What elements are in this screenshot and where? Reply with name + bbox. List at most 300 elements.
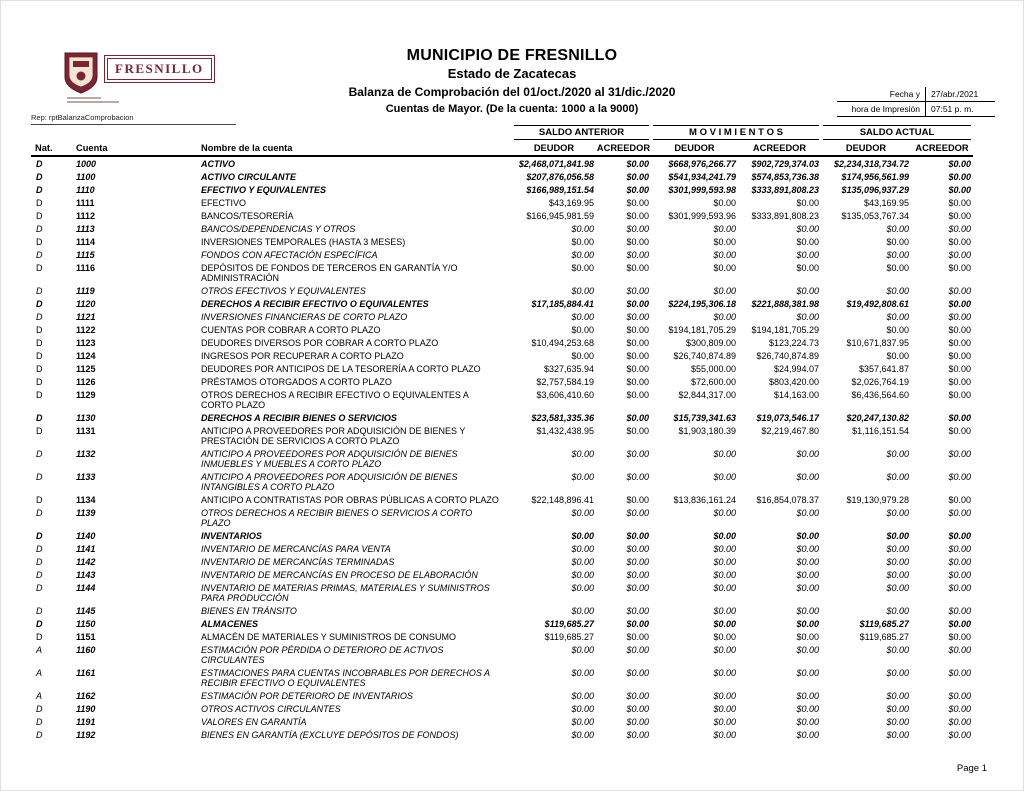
account-row — [31, 630, 973, 643]
amount-cell: $0.00 — [886, 569, 910, 580]
amount-cell: $0.00 — [796, 703, 820, 714]
amount-cell: $0.00 — [626, 324, 649, 335]
amount-cell: $0.00 — [571, 236, 594, 247]
amount-cell: $0.00 — [948, 631, 972, 642]
amount-cell: $0.00 — [626, 569, 649, 580]
amount-cell: $224,195,306.18 — [668, 298, 736, 309]
amount-cell: $0.00 — [626, 376, 649, 387]
cuenta-cell: 1125 — [76, 363, 96, 374]
cuenta-cell: 1124 — [76, 350, 96, 361]
cuenta-cell: 1121 — [76, 311, 96, 322]
cuenta-cell: 1191 — [76, 716, 96, 727]
amount-cell: $0.00 — [948, 471, 972, 482]
nombre-cell: INVENTARIO DE MERCANCÍAS EN PROCESO DE ELABORACIÓN — [201, 569, 478, 580]
amount-cell: $0.00 — [713, 644, 736, 655]
nat-cell: A — [36, 690, 43, 701]
amount-cell: $0.00 — [948, 556, 972, 567]
amount-cell: $327,635.94 — [543, 363, 594, 374]
amount-cell: $72,600.00 — [690, 376, 736, 387]
cuenta-cell: 1151 — [76, 631, 96, 642]
print-date-label: Fecha y — [837, 87, 925, 102]
fresnillo-logo-text: FRESNILLO — [107, 58, 212, 80]
amount-cell: $24,994.07 — [773, 363, 820, 374]
amount-cell: $0.00 — [886, 716, 910, 727]
amount-cell: $0.00 — [571, 729, 594, 740]
account-row — [31, 424, 973, 447]
amount-cell: $2,026,764.19 — [851, 376, 910, 387]
amount-cell: $0.00 — [948, 569, 972, 580]
nat-cell: D — [36, 350, 43, 361]
nombre-cell: BIENES EN TRÁNSITO — [201, 605, 297, 616]
amount-cell: $0.00 — [948, 605, 972, 616]
cuenta-cell: 1120 — [76, 298, 96, 309]
amount-cell: $119,685.27 — [859, 618, 910, 629]
nat-cell: D — [36, 363, 43, 374]
amount-cell: $0.00 — [886, 507, 910, 518]
amount-cell: $1,903,180.39 — [678, 425, 736, 436]
amount-cell: $0.00 — [626, 530, 649, 541]
nombre-cell: INVERSIONES FINANCIERAS DE CORTO PLAZO — [201, 311, 408, 322]
amount-cell: $0.00 — [571, 285, 594, 296]
amount-cell: $0.00 — [886, 324, 910, 335]
amount-cell: $0.00 — [796, 471, 820, 482]
nombre-cell: BANCOS/TESORERÍA — [201, 210, 294, 221]
nat-cell: D — [36, 376, 43, 387]
amount-cell: $0.00 — [571, 690, 594, 701]
amount-cell: $0.00 — [626, 729, 649, 740]
nombre-cell: VALORES EN GARANTÍA — [201, 716, 307, 727]
nombre-cell: ESTIMACIÓN POR PÉRDIDA O DETERIORO DE ACTIVOS CIRCULANTES — [201, 644, 444, 665]
amount-cell: $0.00 — [886, 236, 910, 247]
amount-cell: $0.00 — [948, 262, 972, 273]
account-row — [31, 362, 973, 375]
nat-cell: D — [36, 389, 43, 400]
amount-cell: $0.00 — [626, 158, 649, 169]
amount-cell: $0.00 — [948, 389, 972, 400]
account-row — [31, 388, 973, 411]
amount-cell: $0.00 — [948, 494, 972, 505]
nombre-cell: OTROS DERECHOS A RECIBIR BIENES O SERVICIOS A CORTO PLAZO — [201, 507, 473, 528]
amount-cell: $0.00 — [713, 716, 736, 727]
nat-cell: D — [36, 184, 43, 195]
nat-cell: D — [36, 285, 43, 296]
nat-cell: D — [36, 298, 43, 309]
cuenta-cell: 1000 — [76, 158, 97, 169]
amount-cell: $0.00 — [948, 716, 972, 727]
col-header-cuenta: Cuenta — [63, 140, 201, 156]
nat-cell: D — [36, 507, 43, 518]
nombre-cell: BANCOS/DEPENDENCIAS Y OTROS — [201, 223, 356, 234]
nat-cell: D — [36, 530, 43, 541]
amount-cell: $0.00 — [571, 262, 594, 273]
cuenta-cell: 1145 — [76, 605, 96, 616]
nombre-cell: DEUDORES POR ANTICIPOS DE LA TESORERÍA A CORTO PLAZO — [201, 363, 481, 374]
amount-cell: $43,169.95 — [548, 197, 594, 208]
nombre-cell: PRÉSTAMOS OTORGADOS A CORTO PLAZO — [201, 376, 392, 387]
balance-table — [31, 125, 973, 741]
amount-cell: $0.00 — [571, 667, 594, 678]
cuenta-cell: 1134 — [76, 494, 96, 505]
amount-cell: $0.00 — [886, 223, 910, 234]
amount-cell: $0.00 — [886, 690, 910, 701]
amount-cell: $0.00 — [886, 471, 910, 482]
nombre-cell: DERECHOS A RECIBIR BIENES O SERVICIOS — [201, 412, 397, 423]
amount-cell: $0.00 — [571, 644, 594, 655]
nat-cell: D — [36, 448, 43, 459]
nat-cell: D — [36, 569, 43, 580]
amount-cell: $0.00 — [713, 667, 736, 678]
amount-cell: $300,809.00 — [685, 337, 736, 348]
nat-cell: A — [36, 644, 43, 655]
cuenta-cell: 1150 — [76, 618, 96, 629]
amount-cell: $0.00 — [571, 223, 594, 234]
amount-cell: $166,989,151.54 — [526, 184, 594, 195]
amount-cell: $0.00 — [948, 703, 972, 714]
nombre-cell: BIENES EN GARANTÍA (EXCLUYE DEPÓSITOS DE FONDOS) — [201, 729, 459, 740]
account-row — [31, 297, 973, 310]
amount-cell: $166,945,981.59 — [526, 210, 594, 221]
amount-cell: $16,854,078.37 — [756, 494, 820, 505]
amount-cell: $0.00 — [626, 716, 649, 727]
amount-cell: $0.00 — [886, 262, 910, 273]
col-header-mov-deudor: DEUDOR — [651, 140, 738, 156]
amount-cell: $0.00 — [626, 197, 649, 208]
amount-cell: $0.00 — [796, 582, 820, 593]
amount-cell: $123,224.73 — [768, 337, 820, 348]
cuenta-cell: 1100 — [76, 171, 96, 182]
amount-cell: $301,999,593.98 — [668, 184, 736, 195]
account-row — [31, 284, 973, 297]
amount-cell: $0.00 — [948, 667, 972, 678]
amount-cell: $0.00 — [626, 223, 649, 234]
amount-cell: $668,976,266.77 — [668, 158, 736, 169]
account-row — [31, 728, 973, 741]
amount-cell: $0.00 — [948, 644, 972, 655]
nat-cell: D — [36, 249, 43, 260]
amount-cell: $0.00 — [796, 236, 820, 247]
account-row — [31, 506, 973, 529]
amount-cell: $0.00 — [571, 582, 594, 593]
amount-cell: $0.00 — [886, 530, 910, 541]
amount-cell: $0.00 — [713, 569, 736, 580]
amount-cell: $0.00 — [948, 448, 972, 459]
amount-cell: $0.00 — [713, 543, 736, 554]
amount-cell: $10,494,253.68 — [531, 337, 594, 348]
cuenta-cell: 1131 — [76, 425, 96, 436]
account-row — [31, 196, 973, 209]
amount-cell: $0.00 — [626, 690, 649, 701]
state-subtitle: Estado de Zacatecas — [447, 66, 577, 81]
col-header-nat: Nat. — [31, 140, 63, 156]
amount-cell: $0.00 — [713, 582, 736, 593]
amount-cell: $2,757,584.19 — [536, 376, 594, 387]
amount-cell: $20,247,130.82 — [846, 412, 910, 423]
amount-cell: $135,053,767.34 — [841, 210, 910, 221]
nombre-cell: ANTICIPO A PROVEEDORES POR ADQUISICIÓN DE BIENES INTANGIBLES A CORTO PLAZO — [201, 471, 458, 492]
amount-cell: $0.00 — [886, 350, 910, 361]
amount-cell: $43,169.95 — [863, 197, 910, 208]
fresnillo-crest-icon — [63, 51, 99, 95]
cuenta-cell: 1111 — [76, 197, 95, 208]
amount-cell: $0.00 — [796, 605, 820, 616]
amount-cell: $0.00 — [626, 412, 649, 423]
nat-cell: D — [36, 729, 43, 740]
amount-cell: $0.00 — [626, 249, 649, 260]
report-id: Rep: rptBalanzaComprobacion — [31, 113, 236, 125]
amount-cell: $1,116,151.54 — [852, 425, 910, 436]
nat-cell: D — [36, 425, 43, 436]
account-row — [31, 581, 973, 604]
account-row — [31, 222, 973, 235]
amount-cell: $10,671,837.95 — [846, 337, 910, 348]
amount-cell: $0.00 — [626, 631, 649, 642]
nat-cell: A — [36, 667, 43, 678]
nombre-cell: ESTIMACIONES PARA CUENTAS INCOBRABLES POR DERECHOS A RECIBIR EFECTIVO O EQUIVALENTES — [201, 667, 490, 688]
cuenta-cell: 1192 — [76, 729, 96, 740]
col-header-act-deudor: DEUDOR — [821, 140, 911, 156]
amount-cell: $0.00 — [796, 530, 820, 541]
logo-caption-decoration — [67, 95, 119, 103]
account-row — [31, 604, 973, 617]
amount-cell: $0.00 — [713, 262, 736, 273]
cuenta-cell: 1115 — [76, 249, 95, 260]
amount-cell: $0.00 — [948, 197, 972, 208]
amount-cell: $0.00 — [626, 494, 649, 505]
col-header-mov-acreedor: ACREEDOR — [738, 140, 821, 156]
amount-cell: $0.00 — [796, 556, 820, 567]
nombre-cell: INVENTARIO DE MERCANCÍAS PARA VENTA — [201, 543, 391, 554]
amount-cell: $0.00 — [626, 210, 649, 221]
amount-cell: $135,096,937.29 — [841, 184, 910, 195]
account-row — [31, 248, 973, 261]
amount-cell: $221,888,381.98 — [751, 298, 820, 309]
amount-cell: $0.00 — [796, 311, 820, 322]
nombre-cell: ALMACENES — [201, 618, 259, 629]
amount-cell: $0.00 — [713, 197, 736, 208]
amount-cell: $2,468,071,841.98 — [518, 158, 594, 169]
amount-cell: $0.00 — [571, 350, 594, 361]
nombre-cell: ALMACÉN DE MATERIALES Y SUMINISTROS DE CONSUMO — [201, 631, 457, 642]
page-number: Page 1 — [956, 763, 987, 774]
amount-cell: $0.00 — [796, 285, 820, 296]
amount-cell: $0.00 — [886, 703, 910, 714]
amount-cell: $333,891,808.23 — [751, 184, 820, 195]
report-subtitle: Cuentas de Mayor. (De la cuenta: 1000 a la 9000) — [385, 103, 639, 115]
print-date-value: 27/abr./2021 — [925, 87, 995, 102]
amount-cell: $55,000.00 — [690, 363, 736, 374]
amount-cell: $0.00 — [713, 249, 736, 260]
amount-cell: $0.00 — [571, 311, 594, 322]
amount-cell: $0.00 — [626, 667, 649, 678]
amount-cell: $119,685.27 — [544, 631, 594, 642]
account-row — [31, 310, 973, 323]
nombre-cell: DEPÓSITOS DE FONDOS DE TERCEROS EN GARANTÍA Y/O ADMINISTRACIÓN — [201, 262, 458, 283]
amount-cell: $22,148,896.41 — [531, 494, 594, 505]
nat-cell: D — [36, 556, 43, 567]
amount-cell: $0.00 — [626, 448, 649, 459]
amount-cell: $0.00 — [626, 311, 649, 322]
amount-cell: $2,844,317.00 — [678, 389, 736, 400]
amount-cell: $0.00 — [626, 618, 649, 629]
nombre-cell: DEUDORES DIVERSOS POR COBRAR A CORTO PLAZO — [201, 337, 439, 348]
amount-cell: $26,740,874.89 — [756, 350, 820, 361]
account-row — [31, 470, 973, 493]
amount-cell: $0.00 — [571, 716, 594, 727]
cuenta-cell: 1190 — [76, 703, 96, 714]
nat-cell: D — [36, 605, 43, 616]
nombre-cell: EFECTIVO — [201, 197, 247, 208]
nombre-cell: INVENTARIO DE MATERIAS PRIMAS, MATERIALES Y SUMINISTROS PARA PRODUCCIÓN — [201, 582, 490, 603]
amount-cell: $0.00 — [948, 412, 972, 423]
group-header-movimientos: M O V I M I E N T O S — [653, 125, 819, 140]
cuenta-cell: 1142 — [76, 556, 96, 567]
account-row — [31, 235, 973, 248]
amount-cell: $0.00 — [948, 507, 972, 518]
amount-cell: $0.00 — [713, 690, 736, 701]
col-header-nombre: Nombre de la cuenta — [201, 140, 512, 156]
amount-cell: $0.00 — [713, 556, 736, 567]
print-info — [837, 87, 995, 117]
group-header-row — [31, 125, 973, 140]
amount-cell: $0.00 — [886, 448, 910, 459]
amount-cell: $0.00 — [571, 543, 594, 554]
amount-cell: $119,685.27 — [544, 618, 594, 629]
cuenta-cell: 1162 — [76, 690, 96, 701]
amount-cell: $0.00 — [796, 690, 820, 701]
account-row — [31, 209, 973, 222]
col-header-act-acreedor: ACREEDOR — [911, 140, 973, 156]
amount-cell: $333,891,808.23 — [751, 210, 820, 221]
amount-cell: $0.00 — [948, 210, 972, 221]
amount-cell: $541,934,241.79 — [668, 171, 736, 182]
cuenta-cell: 1139 — [76, 507, 96, 518]
amount-cell: $0.00 — [713, 729, 736, 740]
amount-cell: $2,234,318,734.72 — [833, 158, 910, 169]
amount-cell: $0.00 — [796, 618, 820, 629]
amount-cell: $0.00 — [571, 556, 594, 567]
amount-cell: $0.00 — [796, 197, 820, 208]
account-row — [31, 375, 973, 388]
nat-cell: D — [36, 494, 43, 505]
nombre-cell: OTROS EFECTIVOS Y EQUIVALENTES — [201, 285, 366, 296]
amount-cell: $0.00 — [626, 582, 649, 593]
account-row — [31, 447, 973, 470]
amount-cell: $26,740,874.89 — [673, 350, 736, 361]
amount-cell: $0.00 — [948, 184, 972, 195]
amount-cell: $0.00 — [796, 569, 820, 580]
nombre-cell: EFECTIVO Y EQUIVALENTES — [201, 184, 327, 195]
cuenta-cell: 1112 — [76, 210, 96, 221]
nat-cell: D — [36, 412, 43, 423]
nombre-cell: DERECHOS A RECIBIR EFECTIVO O EQUIVALENTES — [201, 298, 429, 309]
amount-cell: $0.00 — [571, 507, 594, 518]
amount-cell: $0.00 — [948, 285, 972, 296]
amount-cell: $0.00 — [886, 249, 910, 260]
report-title: Balanza de Comprobación del 01/oct./2020 al 31/dic./2020 — [348, 85, 676, 99]
nombre-cell: FONDOS CON AFECTACIÓN ESPECÍFICA — [201, 249, 378, 260]
amount-cell: $0.00 — [713, 311, 736, 322]
account-row — [31, 542, 973, 555]
amount-cell: $0.00 — [886, 729, 910, 740]
amount-cell: $0.00 — [948, 376, 972, 387]
account-row — [31, 349, 973, 362]
nat-cell: D — [36, 171, 43, 182]
account-row — [31, 156, 973, 170]
amount-cell: $19,492,808.61 — [846, 298, 910, 309]
account-row — [31, 323, 973, 336]
account-row — [31, 261, 973, 284]
account-rows — [31, 156, 973, 741]
column-header-row — [31, 140, 973, 156]
cuenta-cell: 1143 — [76, 569, 96, 580]
nat-cell: D — [36, 582, 43, 593]
amount-cell: $0.00 — [571, 324, 594, 335]
amount-cell: $0.00 — [886, 667, 910, 678]
amount-cell: $0.00 — [571, 530, 594, 541]
municipality-title: MUNICIPIO DE FRESNILLO — [406, 47, 618, 64]
nombre-cell: ANTICIPO A CONTRATISTAS POR OBRAS PÚBLICAS A CORTO PLAZO — [201, 494, 499, 505]
nat-cell: D — [36, 197, 43, 208]
nat-cell: D — [36, 337, 43, 348]
nat-cell: D — [36, 543, 43, 554]
account-row — [31, 170, 973, 183]
amount-cell: $0.00 — [796, 667, 820, 678]
amount-cell: $0.00 — [948, 582, 972, 593]
amount-cell: $0.00 — [948, 690, 972, 701]
cuenta-cell: 1160 — [76, 644, 96, 655]
account-row — [31, 555, 973, 568]
nat-cell: D — [36, 236, 43, 247]
cuenta-cell: 1110 — [76, 184, 95, 195]
cuenta-cell: 1114 — [76, 236, 96, 247]
account-row — [31, 689, 973, 702]
amount-cell: $0.00 — [886, 644, 910, 655]
amount-cell: $0.00 — [626, 471, 649, 482]
amount-cell: $0.00 — [886, 543, 910, 554]
nat-cell: D — [36, 631, 43, 642]
group-header-saldo-anterior: SALDO ANTERIOR — [514, 125, 649, 140]
amount-cell: $0.00 — [796, 631, 820, 642]
amount-cell: $0.00 — [948, 618, 972, 629]
amount-cell: $0.00 — [626, 507, 649, 518]
amount-cell: $0.00 — [626, 350, 649, 361]
nat-cell: D — [36, 223, 43, 234]
cuenta-cell: 1122 — [76, 324, 96, 335]
amount-cell: $0.00 — [886, 311, 910, 322]
amount-cell: $2,219,467.80 — [761, 425, 820, 436]
cuenta-cell: 1140 — [76, 530, 96, 541]
nombre-cell: INVERSIONES TEMPORALES (HASTA 3 MESES) — [201, 236, 406, 247]
amount-cell: $207,876,056.58 — [526, 171, 594, 182]
amount-cell: $0.00 — [571, 249, 594, 260]
nat-cell: D — [36, 703, 43, 714]
cuenta-cell: 1126 — [76, 376, 96, 387]
nombre-cell: OTROS ACTIVOS CIRCULANTES — [201, 703, 341, 714]
group-header-saldo-actual: SALDO ACTUAL — [823, 125, 971, 140]
amount-cell: $0.00 — [796, 448, 820, 459]
amount-cell: $19,130,979.28 — [846, 494, 910, 505]
amount-cell: $0.00 — [571, 605, 594, 616]
cuenta-cell: 1123 — [76, 337, 96, 348]
nat-cell: D — [36, 618, 43, 629]
amount-cell: $574,853,736.38 — [751, 171, 820, 182]
report-header — [121, 47, 903, 115]
print-time-value: 07:51 p. m. — [925, 102, 995, 117]
amount-cell: $194,181,705.29 — [751, 324, 820, 335]
nat-cell: D — [36, 311, 43, 322]
amount-cell: $0.00 — [796, 223, 820, 234]
amount-cell: $0.00 — [713, 448, 736, 459]
